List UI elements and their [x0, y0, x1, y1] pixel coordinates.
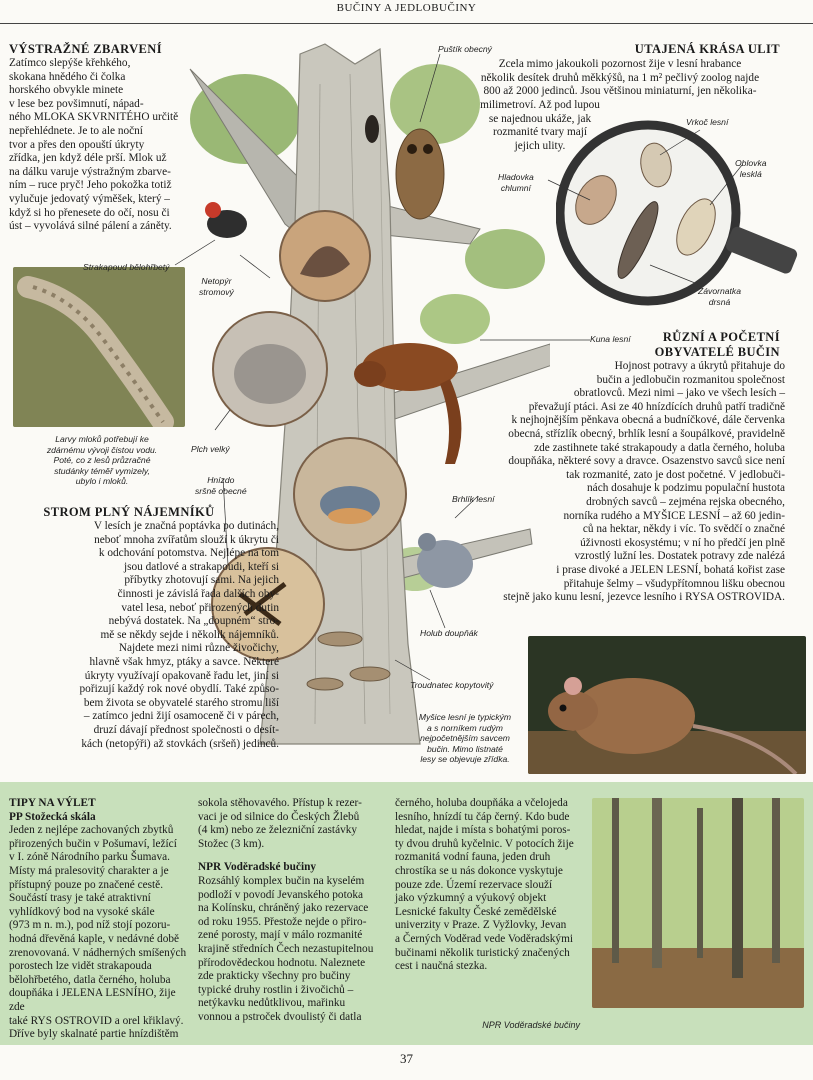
text-line: i prase divoké a JELEN LESNÍ, bohatá kořist zase [556, 563, 785, 576]
text-line: – zatímco jedni žijí osamoceně či v párech, [83, 710, 279, 723]
text-line: V lesích je značná poptávka po dutinách, [93, 520, 279, 532]
text-line: jsou datlové a strakapoudi, kteří si [124, 560, 279, 573]
text-line: doupňáka, některé sovy a dravce. Osazenstvo savců sice není [508, 455, 785, 468]
label-zavornatka [698, 286, 741, 307]
text-line: lesního, hnízdí tu čáp černý. Kdo bude [395, 810, 570, 823]
tips-column-1 [9, 797, 189, 1042]
text-line: Dříve byly skalnaté partie hnízdištěm [9, 1028, 179, 1041]
text-line: rozmanité tvary mají [492, 126, 588, 139]
text-line: ného MLOKA SKVRNITÉHO určitě [9, 111, 179, 124]
text-line: drobných savců – zejména rejska obecného, [586, 495, 785, 508]
warning-section [9, 42, 209, 234]
label-strakapoud: Strakapoud bělohřbetý [83, 262, 170, 272]
text-line: černého, holuba doupňáka a včelojeda [395, 797, 568, 809]
text-line: chrostíka se u nás dokonce vyskytuje [395, 864, 563, 877]
nest-tree-body [9, 520, 279, 751]
text-line: porostech lze vidět strakapouda [9, 960, 152, 973]
text-line: na dálku varuje výstražným zbarve- [9, 165, 171, 178]
label-srsen [195, 475, 247, 496]
text-line: Jeden z nejlépe zachovaných zbytků [9, 824, 174, 837]
text-line: zde zastihnete také strakapoudy a datla černého, holuba [534, 441, 785, 454]
stozec-title: PP Stožecká skála [9, 810, 96, 823]
text-line: nách dosahuje k podzimu populační hustota [587, 482, 785, 495]
text-line: Stožec (3 km). [198, 837, 265, 850]
text-line: obecná, střízlík obecný, brhlík lesní a šoupálkové, pravidelně [508, 427, 785, 440]
text-line: obratlovců. Mezi nimi – jako ve všech lesích – [573, 387, 785, 400]
label-pustik: Puštík obecný [438, 44, 492, 54]
shells-body [455, 58, 785, 99]
text-line: hlavně však hmyz, ptáky a savce. Některé [89, 655, 279, 668]
text-line: podloží v povodí Jevanského potoka [198, 888, 364, 901]
caption-line: Poté, co z lesů průzračné [53, 455, 151, 465]
text-line: mě se někdy sejde i několik nájemníků. [100, 628, 279, 641]
label-holub: Holub doupňák [420, 628, 478, 638]
label-line: drsná [708, 296, 731, 307]
text-line: v I. zóně Národního parku Šumava. [9, 851, 170, 864]
text-line: hodná dřevěná kaple, v nedávné době [9, 932, 180, 945]
leader-line [240, 255, 270, 278]
text-line: přitahuje šelmy – všudypřítomnou lišku obecnou [563, 577, 785, 590]
warning-title: VÝSTRAŽNÉ ZBARVENÍ [9, 42, 162, 56]
text-line: ců na hektar, někdy i víc. To svědčí o značné [582, 523, 785, 536]
text-line: kách (netopýři) až stovkách (sršeň) jedinců. [81, 737, 279, 750]
text-line: vonnou a pstroček dvoulistý či datla [198, 1010, 362, 1023]
text-line: norníka rudého a MYŠICE LESNÍ – až 60 jedin- [563, 509, 785, 522]
text-line: na Kolínsku, chráněný jako rezervace [198, 902, 369, 915]
tips-column-2 [198, 797, 388, 1025]
text-line: zde prakticky všechny pro bučiny [198, 970, 351, 983]
text-line: horského obvykle minete [9, 84, 124, 97]
text-line: Zatímco slepýše křehkého, [9, 57, 131, 69]
label-plch: Plch velký [191, 444, 230, 454]
caption-line: lesy se objevuje zřídka. [420, 754, 510, 764]
label-kuna: Kuna lesní [590, 334, 631, 344]
text-line: také RYS OSTROVID a orel křiklavý. [9, 1014, 184, 1027]
text-line: rozmanitá vodní fauna, jeden druh [395, 851, 551, 864]
text-line: převažují ptáci. Asi ze 40 hnízdících druhů patří tradičně [528, 400, 785, 413]
text-line: bělohřbetého, datla černého, holuba [9, 973, 171, 986]
leader-line [215, 410, 230, 430]
text-line: (4 km) nebo ze železniční zastávky [198, 824, 358, 837]
caption-line: Myšice lesní je typickým [418, 712, 512, 722]
voderady-title: NPR Voděradské bučiny [198, 861, 317, 874]
text-line: ty dvou druhů kyčelnic. V potocích žije [395, 837, 574, 850]
text-line: hledat, najde i místa s bohatými poros- [395, 824, 571, 837]
caption-line: zdárnému vývoji čistou vodu. [46, 444, 158, 455]
text-line: pouze zde. Území rezervace slouží [395, 878, 553, 891]
text-line: milimetroví. Až pod lupou [480, 99, 600, 111]
label-line: chlumní [500, 182, 531, 193]
label-line: sršně obecné [195, 485, 247, 496]
text-line: bučin a jedlobučin rozmanitou společnost [596, 373, 785, 386]
label-vrkoc: Vrkoč lesní [686, 117, 729, 127]
text-line: úživnosti ekosystému; v ní ho předčí jen plně [580, 536, 785, 549]
label-troudnatec: Troudnatec kopytovitý [410, 680, 494, 690]
leader-line [650, 265, 700, 285]
caption-larvae [22, 434, 182, 487]
label-hladovka [498, 172, 534, 193]
text-line: Lesnické fakulty České zemědělské [395, 905, 557, 918]
text-line: typické druhy rostlin i živočichů – [198, 983, 354, 996]
text-line: přístupný pouze po značené cestě. [9, 878, 164, 891]
text-line: zřídka, jen když déle prší. Mlok už [9, 152, 167, 165]
text-line: ním – ruce pryč! Jeho pokožka totiž [9, 179, 172, 192]
text-line: příbytky zhotovují sami. Na jejich [124, 574, 279, 587]
text-line: tak rozmanité, zato je dost početné. V jedlobuči- [566, 468, 785, 481]
label-line: Hnízdo [207, 475, 235, 485]
label-line: stromový [199, 286, 234, 297]
text-line: od roku 1955. Přestože nejde o přiro- [198, 915, 367, 928]
text-line: cest i naučná stezka. [395, 960, 488, 973]
text-line: a Černých Voděrad vede Voděradskými [395, 932, 573, 945]
text-line: tvor a přes den opouští úkryty [9, 138, 145, 151]
text-line: (973 m n. m.), pod níž stojí pozoru- [9, 919, 171, 932]
text-line: zené porosty, mají v málo rozmanité [198, 929, 363, 942]
caption-mouse [410, 712, 520, 765]
text-line: Zcela mimo jakoukoli pozornost žije v lesní hrabance [498, 58, 742, 70]
text-line: nepřehlédnete. Je to ale noční [9, 124, 143, 137]
tips-column-3 [395, 797, 585, 974]
text-line: k odchování potomstva. Nejlépe na tom [98, 547, 279, 560]
text-line: bučinami několik turistický značených [395, 946, 570, 959]
text-line: Najdete mezi nimi různé živočichy, [118, 642, 279, 655]
text-line: neboť mnoha zvířatům slouží k úkrytu či [94, 533, 279, 546]
label-line: Netopýr [201, 276, 232, 286]
text-line: k nejhojnějším pěnkava obecná a budníčkové, dále červenka [511, 414, 785, 427]
text-line: několik desítek druhů měkkýšů, na 1 m² pečlivý zoolog najde [480, 71, 760, 84]
text-line: druzí dávají přednost společnosti o desít- [93, 723, 279, 736]
shells-body-continued [455, 99, 625, 153]
text-line: stejně jako kunu lesní, jezevce lesního i RYSA OSTROVIDA. [503, 591, 785, 604]
text-line: netýkavku nedůtklivou, mařinku [198, 997, 346, 1010]
text-line: 800 až 2000 jedinců. Jsou většinou miniaturní, jen několika- [483, 85, 757, 98]
leader-line [660, 130, 700, 155]
leader-line [420, 54, 440, 122]
caption-line: bučin. Mimo listnaté [427, 743, 503, 754]
text-line: nebývá dostatek. Na „doupném“ stro- [108, 615, 279, 628]
text-line: úkryty využívají opakovaně řadu let, jiní si [84, 669, 279, 682]
text-line: jejich ulity. [514, 139, 566, 152]
forest-photo [592, 798, 804, 1008]
text-line: se najednou ukáže, jak [488, 112, 592, 125]
caption-line: studánky téměř vymizely, [54, 465, 150, 476]
text-line: skokana hnědého či čolka [9, 70, 126, 83]
tips-title: TIPY NA VÝLET [9, 797, 96, 809]
text-line: zrenovovaná. V nádherných smíšených [9, 946, 187, 959]
label-line: Závornatka [698, 286, 741, 296]
text-line: pořizují každý rok nové obydlí. Také způso- [79, 683, 279, 696]
text-line: vzrostlý lužní les. Dostatek potravy zde nalézá [574, 550, 785, 563]
nest-tree-title: STROM PLNÝ NÁJEMNÍKŮ [43, 505, 215, 519]
text-line: v lese bez povšimnutí, nápad- [9, 97, 144, 110]
text-line: doupňáka i JELENA LESNÍHO, žije zde [9, 987, 176, 1013]
caption-line: Larvy mloků potřebují ke [55, 434, 149, 444]
label-line: Oblovka [735, 158, 767, 168]
text-line: jako výzkumný a výukový objekt [395, 892, 547, 905]
text-line: Součástí trasy je také atraktivní [9, 892, 151, 905]
text-line: Hojnost potravy a úkrytů přitahuje do [614, 360, 785, 372]
label-oblovka [735, 158, 767, 179]
inhabitants-title-line: RŮZNÍ A POČETNÍ [662, 330, 780, 344]
text-line: bem života se obyvatelé starého stromu liší [83, 696, 279, 709]
text-line: Rozsáhlý komplex bučin na kyselém [198, 874, 365, 887]
leader-line [175, 240, 215, 265]
inhabitants-title-line: OBYVATELÉ BUČIN [654, 345, 780, 359]
text-line: úst – vyvolává silné pálení a záněty. [9, 220, 172, 233]
text-line: sokola stěhovavého. Přístup k rezer- [198, 797, 362, 809]
warning-body [9, 57, 209, 234]
text-line: krajině středních Čech nezastupitelnou [198, 942, 374, 955]
caption-line: nejpočetnějším savcem [420, 733, 510, 743]
label-line: lesklá [739, 168, 762, 179]
caption-forest: NPR Voděradské bučiny [482, 1020, 580, 1030]
text-line: vatel lesa, neboť přirozených dutin [121, 601, 279, 614]
label-line: Hladovka [498, 172, 534, 182]
text-line: když si ho přenesete do očí, nosu či [9, 206, 170, 219]
inhabitants-body [390, 360, 785, 605]
leader-line [395, 660, 430, 680]
shells-title: UTAJENÁ KRÁSA ULIT [634, 42, 780, 56]
text-line: Místy má pralesovitý charakter a je [9, 864, 169, 877]
text-line: univerzity v Praze. Z Vyžlovky, Jevan [395, 919, 567, 932]
nest-tree-heading [9, 505, 249, 520]
text-line: vyhlídkový bod na vysoké skále [9, 905, 155, 918]
text-line: přirozených bučin v Pošumaví, ležící [9, 837, 177, 850]
caption-line: ubylo i mloků. [75, 476, 129, 486]
text-line: přírodovědeckou hodnotu. Naleznete [198, 956, 366, 969]
label-netopyr [199, 276, 234, 297]
page-number: 37 [400, 1051, 413, 1066]
text-line: vylučuje jedovatý výměšek, který – [9, 192, 170, 205]
caption-line: a s norníkem rudým [427, 722, 503, 733]
text-line: vaci je od silnice do Českých Žlebů [198, 810, 360, 823]
running-head: BUČINY A JEDLOBUČINY [336, 2, 477, 14]
text-line: činnosti je závislá řada dalších oby- [117, 587, 279, 600]
leader-line [548, 180, 590, 200]
label-brhlik: Brhlík lesní [452, 494, 495, 504]
